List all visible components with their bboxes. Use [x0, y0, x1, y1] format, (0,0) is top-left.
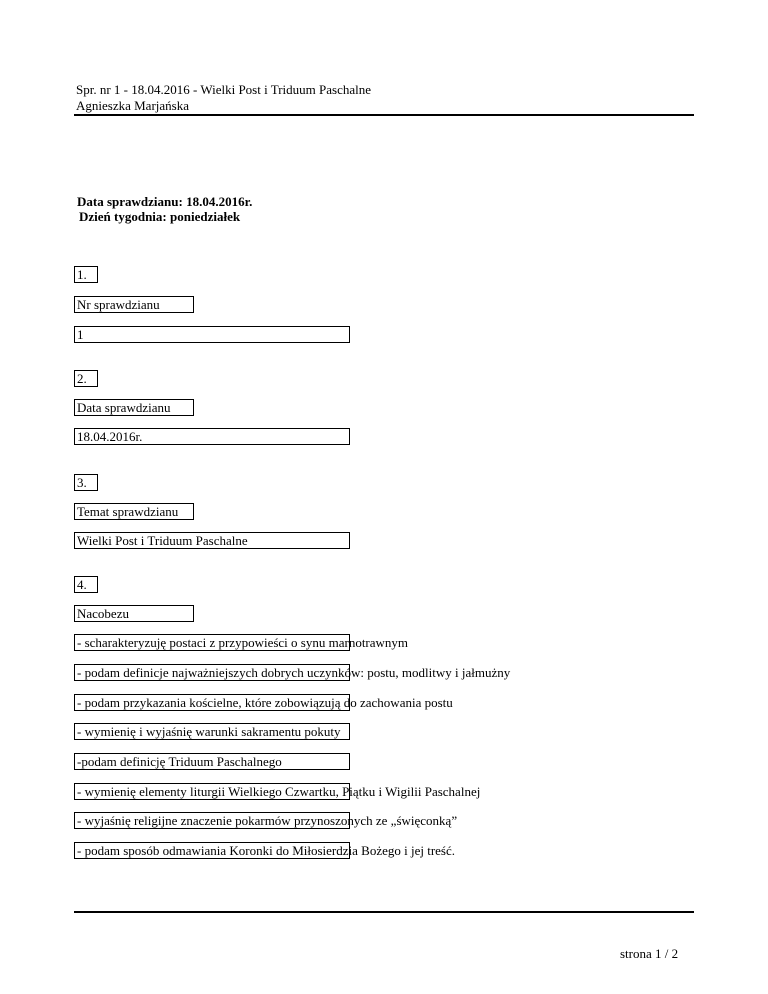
section-label-1: Nr sprawdzianu — [74, 296, 194, 313]
exam-date-line: Data sprawdzianu: 18.04.2016r. — [77, 194, 253, 209]
section-label-2: Data sprawdzianu — [74, 399, 194, 416]
nacobezu-item: - podam przykazania kościelne, które zobowiązują do zachowania postu — [74, 694, 350, 711]
section-number-4: 4. — [74, 576, 98, 593]
section-number-2: 2. — [74, 370, 98, 387]
nacobezu-item: - scharakteryzuję postaci z przypowieści o synu marnotrawnym — [74, 634, 350, 651]
section-number-3: 3. — [74, 474, 98, 491]
section-number-1: 1. — [74, 266, 98, 283]
nacobezu-item: - podam sposób odmawiania Koronki do Miłosierdzia Bożego i jej treść. — [74, 842, 350, 859]
header-rule — [74, 114, 694, 116]
page-number: strona 1 / 2 — [620, 946, 679, 961]
footer-rule — [74, 911, 694, 913]
section-label-3: Temat sprawdzianu — [74, 503, 194, 520]
section-value-3: Wielki Post i Triduum Paschalne — [74, 532, 350, 549]
header-author: Agnieszka Marjańska — [76, 98, 189, 113]
nacobezu-item: - wymienię i wyjaśnię warunki sakramentu pokuty — [74, 723, 350, 740]
header-title: Spr. nr 1 - 18.04.2016 - Wielki Post i Triduum Paschalne — [76, 82, 371, 97]
section-value-2: 18.04.2016r. — [74, 428, 350, 445]
nacobezu-item: - podam definicje najważniejszych dobrych uczynków: postu, modlitwy i jałmużny — [74, 664, 350, 681]
section-value-1: 1 — [74, 326, 350, 343]
nacobezu-item: - wymienię elementy liturgii Wielkiego Czwartku, Piątku i Wigilii Paschalnej — [74, 783, 350, 800]
exam-day-line: Dzień tygodnia: poniedziałek — [79, 209, 241, 224]
section-label-4: Nacobezu — [74, 605, 194, 622]
nacobezu-item: -podam definicję Triduum Paschalnego — [74, 753, 350, 770]
nacobezu-item: - wyjaśnię religijne znaczenie pokarmów przynoszonych ze „święconką” — [74, 812, 350, 829]
